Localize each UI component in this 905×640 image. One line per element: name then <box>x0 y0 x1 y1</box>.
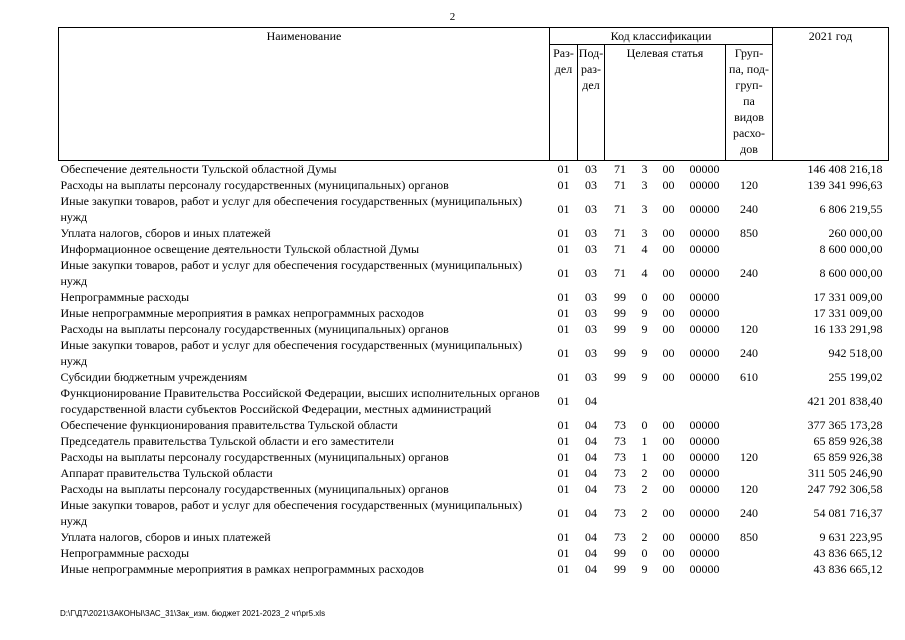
row-code-s1: 99 <box>614 306 626 320</box>
row-code-r: 01 <box>557 162 570 176</box>
row-code-s3: 00 <box>662 202 675 216</box>
row-code-s1: 99 <box>614 290 626 304</box>
row-code-p: 04 <box>585 394 597 408</box>
header-tselevaya: Целевая статья <box>605 45 726 161</box>
row-code-s3: 00 <box>662 242 675 256</box>
row-code-s4: 00000 <box>689 346 720 360</box>
row-name: Иные закупки товаров, работ и услуг для обеспечения государственных (муниципальных) нужд <box>60 338 523 368</box>
row-name: Обеспечение функционирования правительства Тульской области <box>60 418 398 432</box>
row-amount: 9 631 223,95 <box>819 530 883 544</box>
row-code-r: 01 <box>557 562 570 576</box>
row-name: Председатель правительства Тульской области и его заместители <box>60 434 394 448</box>
row-amount: 43 836 665,12 <box>813 562 883 576</box>
row-code-s4: 00000 <box>689 162 720 176</box>
row-code-v: 120 <box>740 482 758 496</box>
row-code-r: 01 <box>557 178 570 192</box>
row-name: Расходы на выплаты персоналу государственных (муниципальных) органов <box>60 322 449 336</box>
row-code-r: 01 <box>557 394 570 408</box>
row-code-v: 850 <box>740 530 758 544</box>
row-name: Расходы на выплаты персоналу государственных (муниципальных) органов <box>60 482 449 496</box>
row-name: Аппарат правительства Тульской области <box>60 466 273 480</box>
row-name: Уплата налогов, сборов и иных платежей <box>60 530 271 544</box>
row-code-s4: 00000 <box>689 418 720 432</box>
row-code-s2: 9 <box>641 306 648 320</box>
row-code-s1: 73 <box>614 530 626 544</box>
row-code-s1: 99 <box>614 562 626 576</box>
row-name: Расходы на выплаты персоналу государственных (муниципальных) органов <box>60 450 449 464</box>
row-code-p: 03 <box>585 202 597 216</box>
row-code-s3: 00 <box>662 562 675 576</box>
row-code-p: 03 <box>585 226 597 240</box>
row-code-p: 04 <box>585 418 597 432</box>
row-amount: 311 505 246,90 <box>807 466 883 480</box>
row-code-s4: 00000 <box>689 482 720 496</box>
row-code-s4: 00000 <box>689 202 720 216</box>
row-code-s1 <box>605 385 636 417</box>
row-code-r: 01 <box>557 290 570 304</box>
row-code-v: 120 <box>740 178 758 192</box>
row-code-r: 01 <box>557 242 570 256</box>
row-code-s3: 00 <box>662 506 675 520</box>
row-amount: 54 081 716,37 <box>813 506 883 520</box>
row-code-s3: 00 <box>662 418 675 432</box>
table-row <box>59 529 889 545</box>
row-code-s2: 9 <box>641 346 648 360</box>
row-code-p: 04 <box>585 530 597 544</box>
row-amount: 377 365 173,28 <box>807 418 883 432</box>
row-code-s2: 3 <box>641 162 648 176</box>
row-code-s3: 00 <box>662 482 675 496</box>
row-code-s4: 00000 <box>689 306 720 320</box>
row-code-s2: 3 <box>641 202 648 216</box>
row-code-s1: 99 <box>614 370 626 384</box>
row-code-s4: 00000 <box>689 546 720 560</box>
row-code-s1: 71 <box>614 178 626 192</box>
header-code: Код классификации <box>550 28 773 45</box>
file-path-footer: D:\Г\Д7\2021\ЗАКОНЫ\ЗАС_31\Зак_изм. бюджет 2021-2023_2 чт\pr5.xls <box>60 609 326 618</box>
row-code-p: 03 <box>585 162 597 176</box>
row-code-s1: 73 <box>614 434 626 448</box>
row-code-r: 01 <box>557 530 570 544</box>
row-amount: 65 859 926,38 <box>813 450 883 464</box>
row-code-v <box>726 561 773 577</box>
row-code-r: 01 <box>557 370 570 384</box>
row-code-s3: 00 <box>662 370 675 384</box>
row-code-s4: 00000 <box>689 506 720 520</box>
row-code-v <box>726 305 773 321</box>
row-code-s4: 00000 <box>689 466 720 480</box>
row-code-r: 01 <box>557 546 570 560</box>
row-code-s4: 00000 <box>689 530 720 544</box>
row-code-s2: 9 <box>641 370 648 384</box>
row-code-v: 240 <box>740 202 758 216</box>
row-code-r: 01 <box>557 306 570 320</box>
table-body <box>59 161 889 578</box>
row-code-s2: 0 <box>641 546 648 560</box>
table-row <box>59 369 889 385</box>
row-code-s4: 00000 <box>689 226 720 240</box>
row-code-p: 03 <box>585 178 597 192</box>
row-code-s1: 73 <box>614 482 626 496</box>
row-code-v: 850 <box>740 226 758 240</box>
row-name: Иные непрограммные мероприятия в рамках непрограммных расходов <box>60 562 424 576</box>
row-code-s1: 73 <box>614 466 626 480</box>
row-code-r: 01 <box>557 202 570 216</box>
row-amount: 17 331 009,00 <box>813 290 883 304</box>
row-code-s2: 2 <box>641 482 648 496</box>
row-code-s4: 00000 <box>689 290 720 304</box>
row-code-v <box>726 289 773 305</box>
table-row <box>59 433 889 449</box>
row-code-v <box>726 545 773 561</box>
table-row <box>59 161 889 178</box>
row-code-s1: 71 <box>614 242 626 256</box>
table-row <box>59 385 889 417</box>
table-row <box>59 497 889 529</box>
row-code-s3: 00 <box>662 530 675 544</box>
row-amount: 247 792 306,58 <box>807 482 883 496</box>
row-amount: 260 000,00 <box>828 226 883 240</box>
row-code-s2: 3 <box>641 178 648 192</box>
row-code-s2: 4 <box>641 266 648 280</box>
row-amount: 8 600 000,00 <box>819 266 883 280</box>
row-amount: 146 408 216,18 <box>807 162 883 176</box>
row-code-v: 610 <box>740 370 758 384</box>
header-podrazdel: Под- раз- дел <box>578 45 605 161</box>
row-code-s3: 00 <box>662 346 675 360</box>
row-code-v <box>726 433 773 449</box>
row-code-p: 03 <box>585 306 597 320</box>
table-row <box>59 337 889 369</box>
row-name: Непрограммные расходы <box>60 290 190 304</box>
budget-table <box>58 27 889 577</box>
table-row <box>59 289 889 305</box>
row-code-s2: 3 <box>641 226 648 240</box>
row-code-p: 03 <box>585 346 597 360</box>
row-code-v: 240 <box>740 506 758 520</box>
row-code-s2 <box>636 385 654 417</box>
row-code-s4: 00000 <box>689 178 720 192</box>
row-code-p: 04 <box>585 434 597 448</box>
row-code-s1: 99 <box>614 346 626 360</box>
row-amount: 255 199,02 <box>828 370 883 384</box>
table-row <box>59 257 889 289</box>
row-amount: 17 331 009,00 <box>813 306 883 320</box>
row-amount: 43 836 665,12 <box>813 546 883 560</box>
row-code-s3: 00 <box>662 466 675 480</box>
row-code-s1: 71 <box>614 162 626 176</box>
row-code-v: 240 <box>740 266 758 280</box>
row-code-v <box>726 241 773 257</box>
row-code-s2: 9 <box>641 562 648 576</box>
table-row <box>59 225 889 241</box>
row-amount: 8 600 000,00 <box>819 242 883 256</box>
table-row <box>59 321 889 337</box>
row-code-s2: 2 <box>641 466 648 480</box>
row-name: Уплата налогов, сборов и иных платежей <box>60 226 271 240</box>
row-code-s1: 73 <box>614 506 626 520</box>
row-code-v <box>726 161 773 178</box>
header-year: 2021 год <box>773 28 889 161</box>
row-code-v <box>726 417 773 433</box>
row-amount: 942 518,00 <box>828 346 883 360</box>
table-row <box>59 193 889 225</box>
table-row <box>59 177 889 193</box>
row-code-s1: 71 <box>614 266 626 280</box>
row-amount: 6 806 219,55 <box>819 202 883 216</box>
row-code-s4: 00000 <box>689 562 720 576</box>
row-code-r: 01 <box>557 482 570 496</box>
row-code-v: 120 <box>740 450 758 464</box>
row-code-v: 120 <box>740 322 758 336</box>
row-code-s3: 00 <box>662 546 675 560</box>
table-row <box>59 481 889 497</box>
row-code-p: 03 <box>585 322 597 336</box>
table-row <box>59 465 889 481</box>
row-code-s1: 99 <box>614 546 626 560</box>
row-code-s4: 00000 <box>689 450 720 464</box>
row-code-s3: 00 <box>662 266 675 280</box>
row-code-s2: 2 <box>641 506 648 520</box>
row-name: Иные закупки товаров, работ и услуг для обеспечения государственных (муниципальных) нужд <box>60 258 523 288</box>
row-code-r: 01 <box>557 226 570 240</box>
row-amount: 65 859 926,38 <box>813 434 883 448</box>
row-name: Иные закупки товаров, работ и услуг для обеспечения государственных (муниципальных) нужд <box>60 194 523 224</box>
row-code-v <box>726 465 773 481</box>
row-code-p: 04 <box>585 562 597 576</box>
row-code-p: 04 <box>585 450 597 464</box>
row-code-s4: 00000 <box>689 322 720 336</box>
row-code-s3: 00 <box>662 226 675 240</box>
row-code-s1: 73 <box>614 418 626 432</box>
row-code-r: 01 <box>557 434 570 448</box>
row-code-s2: 1 <box>641 450 648 464</box>
row-code-p: 03 <box>585 370 597 384</box>
row-code-r: 01 <box>557 506 570 520</box>
row-code-s3: 00 <box>662 434 675 448</box>
table-header <box>59 28 889 161</box>
row-code-s2: 0 <box>641 418 648 432</box>
row-code-s3: 00 <box>662 306 675 320</box>
row-code-s2: 9 <box>641 322 648 336</box>
row-code-s4: 00000 <box>689 266 720 280</box>
row-code-s2: 4 <box>641 242 648 256</box>
row-code-p: 04 <box>585 506 597 520</box>
row-code-p: 04 <box>585 546 597 560</box>
row-code-s4: 00000 <box>689 370 720 384</box>
row-code-s1: 71 <box>614 202 626 216</box>
row-code-s3: 00 <box>662 322 675 336</box>
row-code-p: 04 <box>585 466 597 480</box>
row-name: Обеспечение деятельности Тульской областной Думы <box>60 162 337 176</box>
table-row <box>59 305 889 321</box>
row-code-s3: 00 <box>662 450 675 464</box>
table-row <box>59 449 889 465</box>
row-code-s2: 1 <box>641 434 648 448</box>
row-code-s3 <box>654 385 684 417</box>
table-row <box>59 417 889 433</box>
row-code-p: 03 <box>585 266 597 280</box>
row-code-r: 01 <box>557 418 570 432</box>
header-name: Наименование <box>59 28 550 161</box>
row-code-s4 <box>684 385 726 417</box>
row-code-s3: 00 <box>662 162 675 176</box>
table-row <box>59 545 889 561</box>
row-name: Иные закупки товаров, работ и услуг для обеспечения государственных (муниципальных) нужд <box>60 498 523 528</box>
row-code-s2: 0 <box>641 290 648 304</box>
row-code-p: 04 <box>585 482 597 496</box>
row-name: Субсидии бюджетным учреждениям <box>60 370 248 384</box>
row-amount: 421 201 838,40 <box>807 394 883 408</box>
page-number: 2 <box>449 11 456 23</box>
row-code-s3: 00 <box>662 290 675 304</box>
row-name: Информационное освещение деятельности Тульской областной Думы <box>60 242 420 256</box>
row-code-s4: 00000 <box>689 242 720 256</box>
table-row <box>59 561 889 577</box>
row-amount: 16 133 291,98 <box>813 322 883 336</box>
row-amount: 139 341 996,63 <box>807 178 883 192</box>
row-name: Функционирование Правительства Российской Федерации, высших исполнительных органов государственной власти субъектов Российской Федерации, местных администраций <box>60 386 540 416</box>
row-code-v <box>726 385 773 417</box>
row-name: Расходы на выплаты персоналу государственных (муниципальных) органов <box>60 178 449 192</box>
row-code-s1: 99 <box>614 322 626 336</box>
row-code-s1: 73 <box>614 450 626 464</box>
row-code-r: 01 <box>557 266 570 280</box>
row-name: Непрограммные расходы <box>60 546 190 560</box>
row-code-v: 240 <box>740 346 758 360</box>
table-row <box>59 241 889 257</box>
row-code-s2: 2 <box>641 530 648 544</box>
row-code-s3: 00 <box>662 178 675 192</box>
header-razdel: Раз- дел <box>550 45 578 161</box>
row-code-r: 01 <box>557 346 570 360</box>
row-code-p: 03 <box>585 242 597 256</box>
row-code-s4: 00000 <box>689 434 720 448</box>
row-code-s1: 71 <box>614 226 626 240</box>
row-code-p: 03 <box>585 290 597 304</box>
row-code-r: 01 <box>557 322 570 336</box>
row-name: Иные непрограммные мероприятия в рамках непрограммных расходов <box>60 306 424 320</box>
row-code-r: 01 <box>557 466 570 480</box>
row-code-r: 01 <box>557 450 570 464</box>
header-vid: Груп- па, под- груп- па видов расхо- дов <box>726 45 773 161</box>
